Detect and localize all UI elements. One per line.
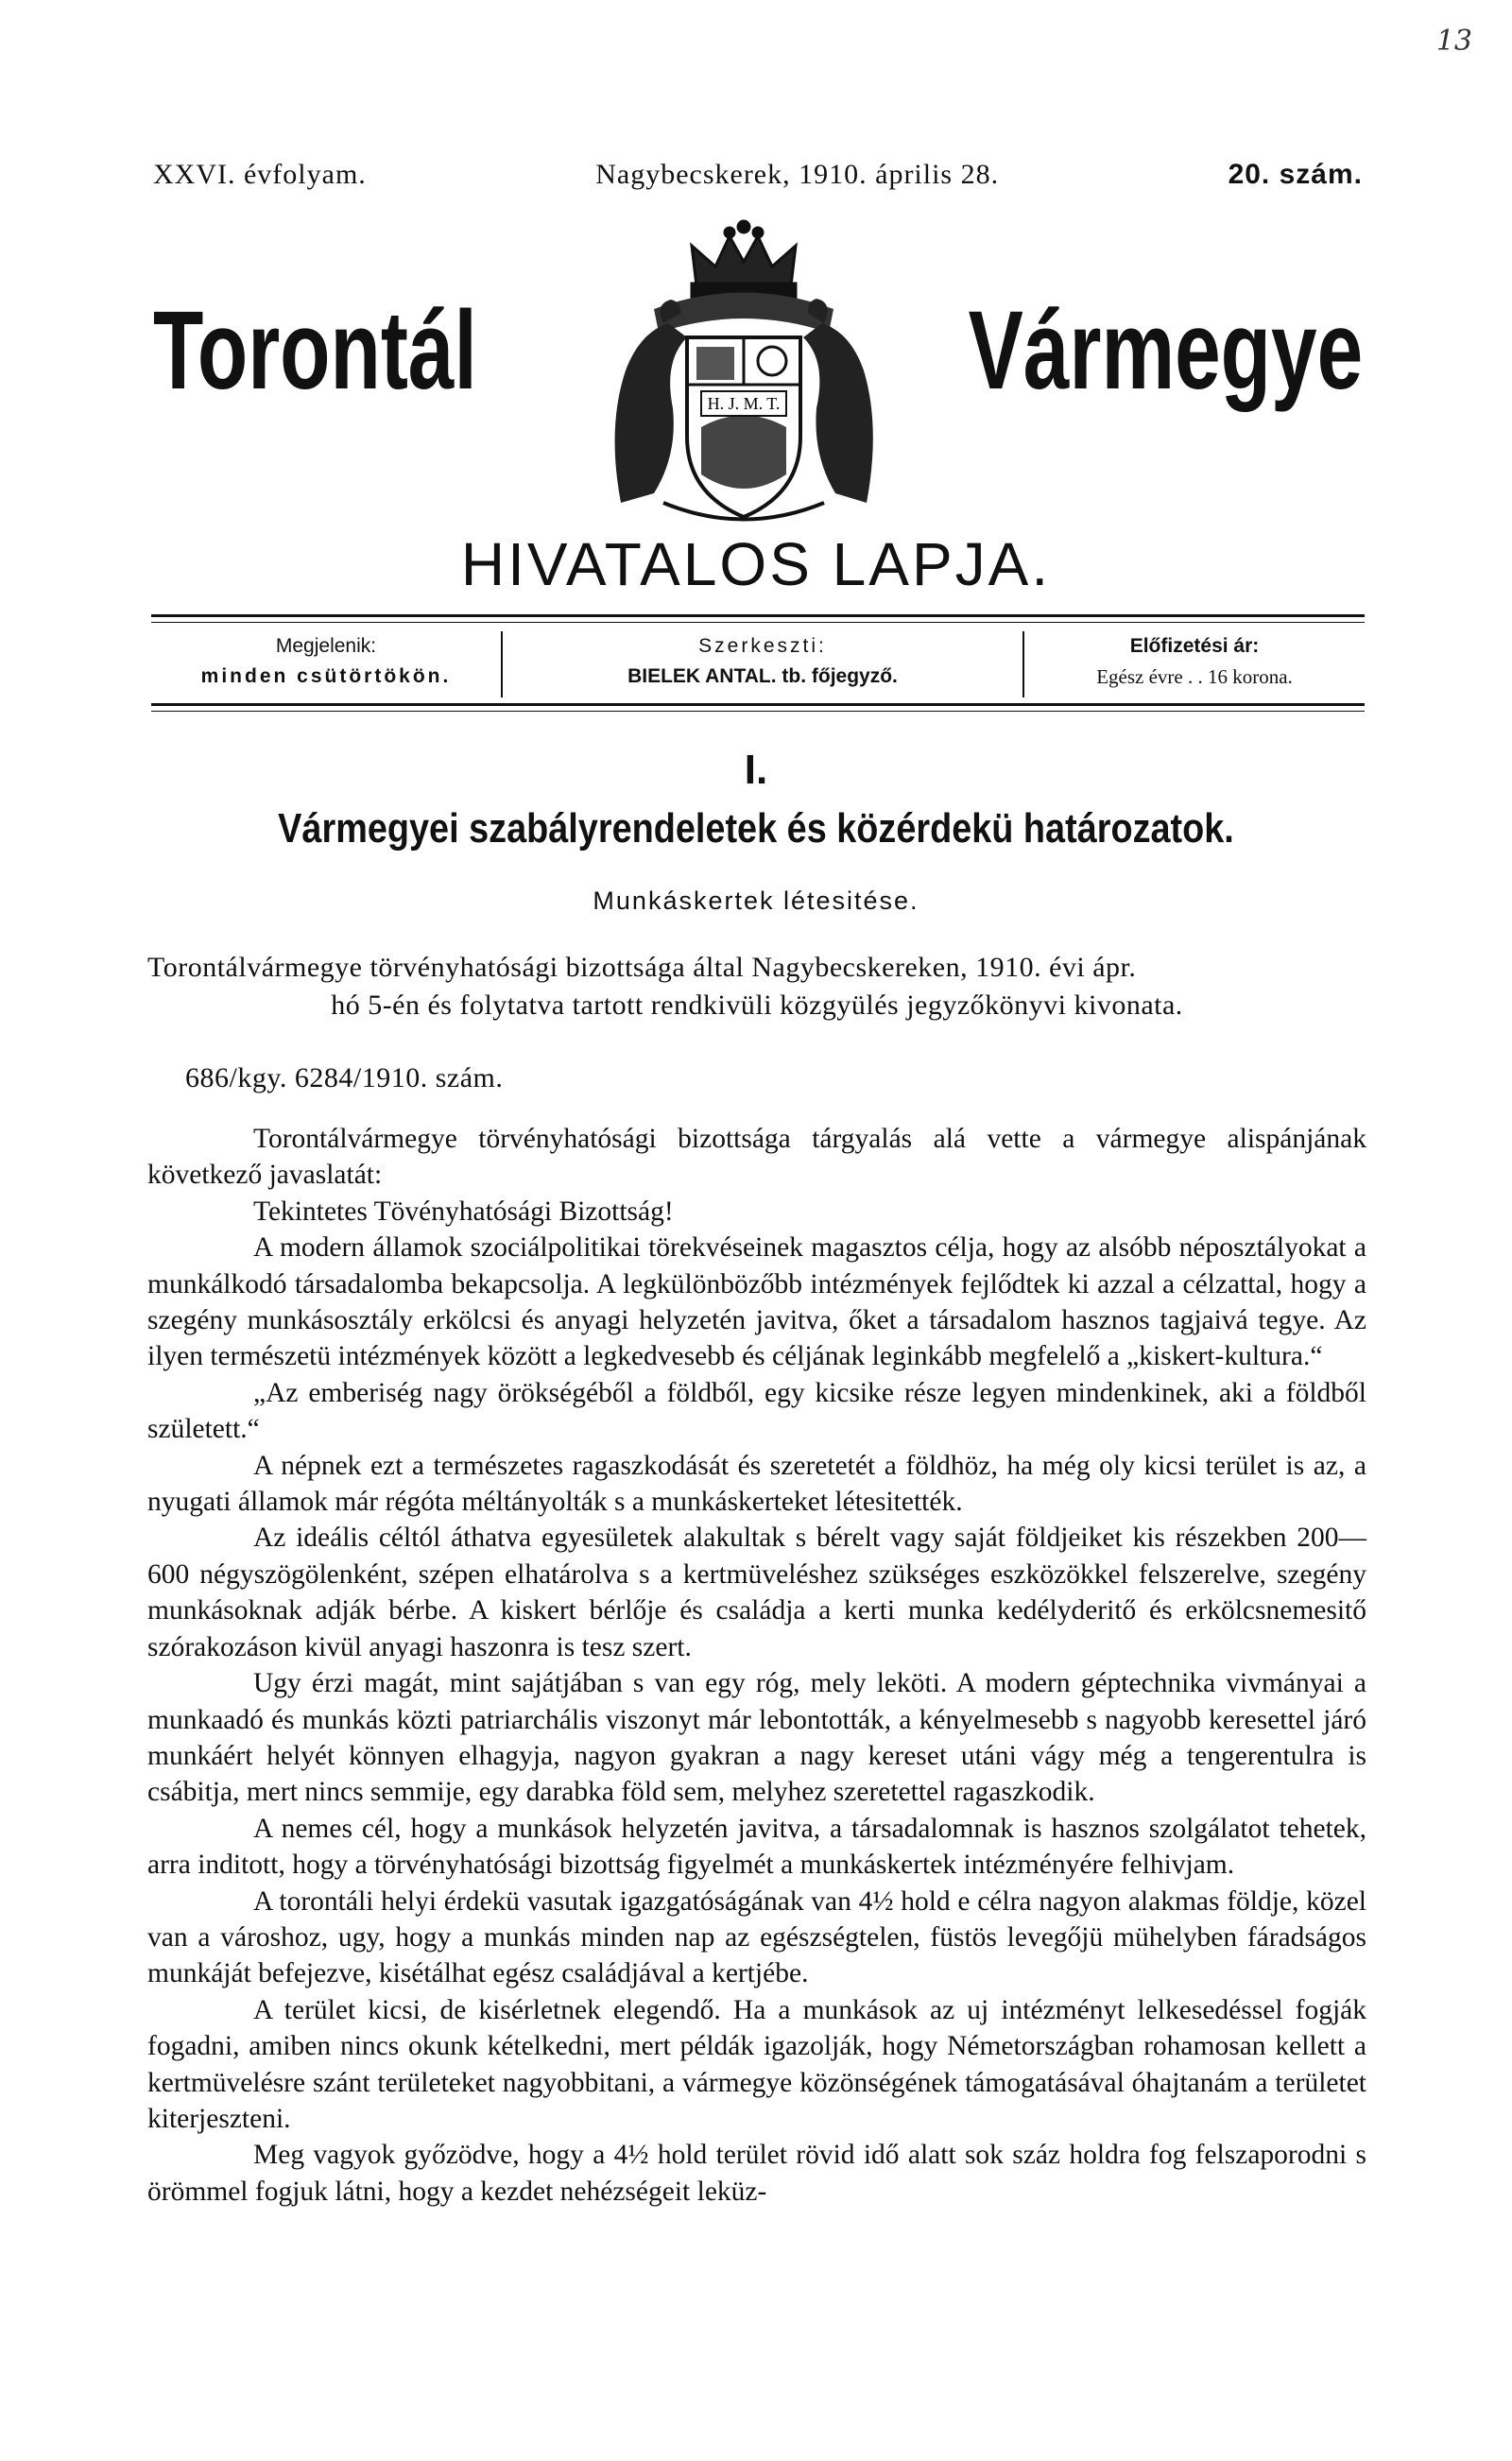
paragraph: Meg vagyok győzödve, hogy a 4½ hold terület rövid idő alatt sok száz holdra fog felszaporodni s örömmel fogjuk látni, hogy a kezdet nehézségeit leküz- [147, 2140, 1366, 2207]
paragraph: „Az emberiség nagy örökségéből a földből, egy kicsike része legyen mindenkinek, aki a földből született.“ [147, 1377, 1366, 1445]
section-number: I. [744, 747, 768, 793]
title-left: Torontál [153, 288, 477, 413]
paragraph: A népnek ezt a természetes ragaszkodását és szeretetét a földhöz, ha még oly kicsi terület is az, a nyugati államok már régóta méltányolták s a munkáskerteket létesitették. [147, 1450, 1366, 1518]
issue-header [153, 159, 1363, 191]
coat-of-arms-icon [597, 219, 890, 531]
title-right: Vármegye [968, 288, 1363, 413]
price-value: Egész évre . . 16 korona. [1096, 665, 1293, 688]
crown-icon [692, 221, 796, 299]
article-intro [147, 949, 1366, 1024]
masthead [153, 219, 1363, 522]
paragraph: A nemes cél, hogy a munkások helyzetén javitva, a társadalomnak is hasznos szolgálatot tehetek, arra inditott, hogy a törvényhatósági bizottság figyelmét a munkáskertek intézményére felhivjam. [147, 1813, 1366, 1881]
eagle-icon [615, 300, 687, 503]
intro-line-2: hó 5-én és folytatva tartott rendkivüli közgyülés jegyzőkönyvi kivonata. [331, 990, 1183, 1021]
top-double-rule [151, 614, 1365, 617]
reference-number: 686/kgy. 6284/1910. szám. [185, 1062, 504, 1093]
volume-label: XXVI. évfolyam. [153, 159, 367, 190]
price-info [1024, 631, 1365, 697]
top-double-rule-inner [151, 622, 1365, 623]
paragraph: Az ideális céltól áthatva egyesületek alakultak s bérelt vagy saját földjeiket kis részekben 200—600 négyszögölenként, szépen elhatárolva s a kertmüveléshez szükséges eszközökkel felszerelve, szegény munkásoknak adják bérbe. A kiskert bérlője és családja a kerti munka kedélyderitő és erkölcsnemesitő szórakozáson kivül anyagi haszonra is tesz szert. [147, 1523, 1366, 1662]
paragraph: Ugy érzi magát, mint sajátjában s van egy róg, mely leköti. A modern géptechnika vivmányai a munkaadó és munkás közti patriarchális viszonyt már lebontották, a kényelmesebb s nagyobb keresettel járó munkáért helyét könnyen elhagyja, nagyon gyakran a nagy kereset utáni vágy még a tengerentulra is csábitja, mert nincs semmije, egy darabka föld sem, melyhez szeretettel ragaszkodik. [147, 1668, 1366, 1808]
editor-info [501, 631, 1024, 697]
publication-info [151, 631, 1365, 697]
intro-line-1: Torontálvármegye törvényhatósági bizottsága által Nagybecskereken, 1910. évi ápr. [147, 952, 1137, 983]
editor-value: BIELEK ANTAL. tb. főjegyző. [627, 665, 898, 687]
article-body [147, 1121, 1366, 2210]
appearance-info [151, 631, 501, 697]
paragraph: Torontálvármegye törvényhatósági bizottsága tárgyalás alá vette a vármegye alispánjának következő javaslatát: [147, 1124, 1366, 1191]
bottom-double-rule [151, 703, 1365, 706]
page-number: 13 [1435, 25, 1472, 58]
place-date: Nagybecskerek, 1910. április 28. [595, 159, 1000, 190]
appears-label: Megjelenik: [275, 635, 377, 657]
editor-label: Szerkeszti: [698, 635, 827, 657]
issue-number: 20. szám. [1228, 159, 1363, 190]
paragraph: A terület kicsi, de kisérletnek elegendő. Ha a munkások az uj intézményt lelkesedéssel fogják fogadni, amiben nincs okunk kételkedni, mert példák igazolják, hogy Németországban rohamosan kellett a kertmüvelésre szánt területeket nagyobbitani, a vármegye közönségének támogatásával óhajtanám a területet kiterjeszteni. [147, 1994, 1366, 2134]
masthead-subtitle: HIVATALOS LAPJA. [460, 530, 1052, 598]
appears-value: minden csütörtökön. [200, 665, 452, 687]
price-label: Előfizetési ár: [1129, 635, 1260, 657]
bottom-double-rule-inner [151, 711, 1365, 712]
paragraph: A modern államok szociálpolitikai törekvéseinek magasztos célja, hogy az alsóbb néposztályokat a munkálkodó társadalomba bekapcsolja. A legkülönbözőbb intézmények fejlődtek ki azzal a célzattal, hogy a szegény munkásosztály erkölcsi és anyagi helyzetén javitva, őket a társadalom hasznos tagjaivá tegye. Az ilyen természetü intézmények között a legkedvesebb és céljának leginkább megfelelő a „kiskert-kultura.“ [147, 1232, 1366, 1372]
section-title: Vármegyei szabályrendeletek és közérdekü határozatok. [278, 805, 1234, 852]
crest-monogram: H. J. M. T. [707, 394, 781, 413]
paragraph: Tekintetes Tövényhatósági Bizottság! [253, 1196, 674, 1227]
paragraph: A torontáli helyi érdekü vasutak igazgatóságának van 4½ hold e célra nagyon alakmas földje, közel van a városhoz, ugy, hogy a munkás minden nap az egészségtelen, füstös levegőjü mühelyben fáradságos munkáját befejezve, kisétálhat egész családjával a kertjébe. [147, 1885, 1366, 1989]
lion-icon [803, 299, 873, 503]
article-heading: Munkáskertek létesitése. [593, 886, 919, 915]
